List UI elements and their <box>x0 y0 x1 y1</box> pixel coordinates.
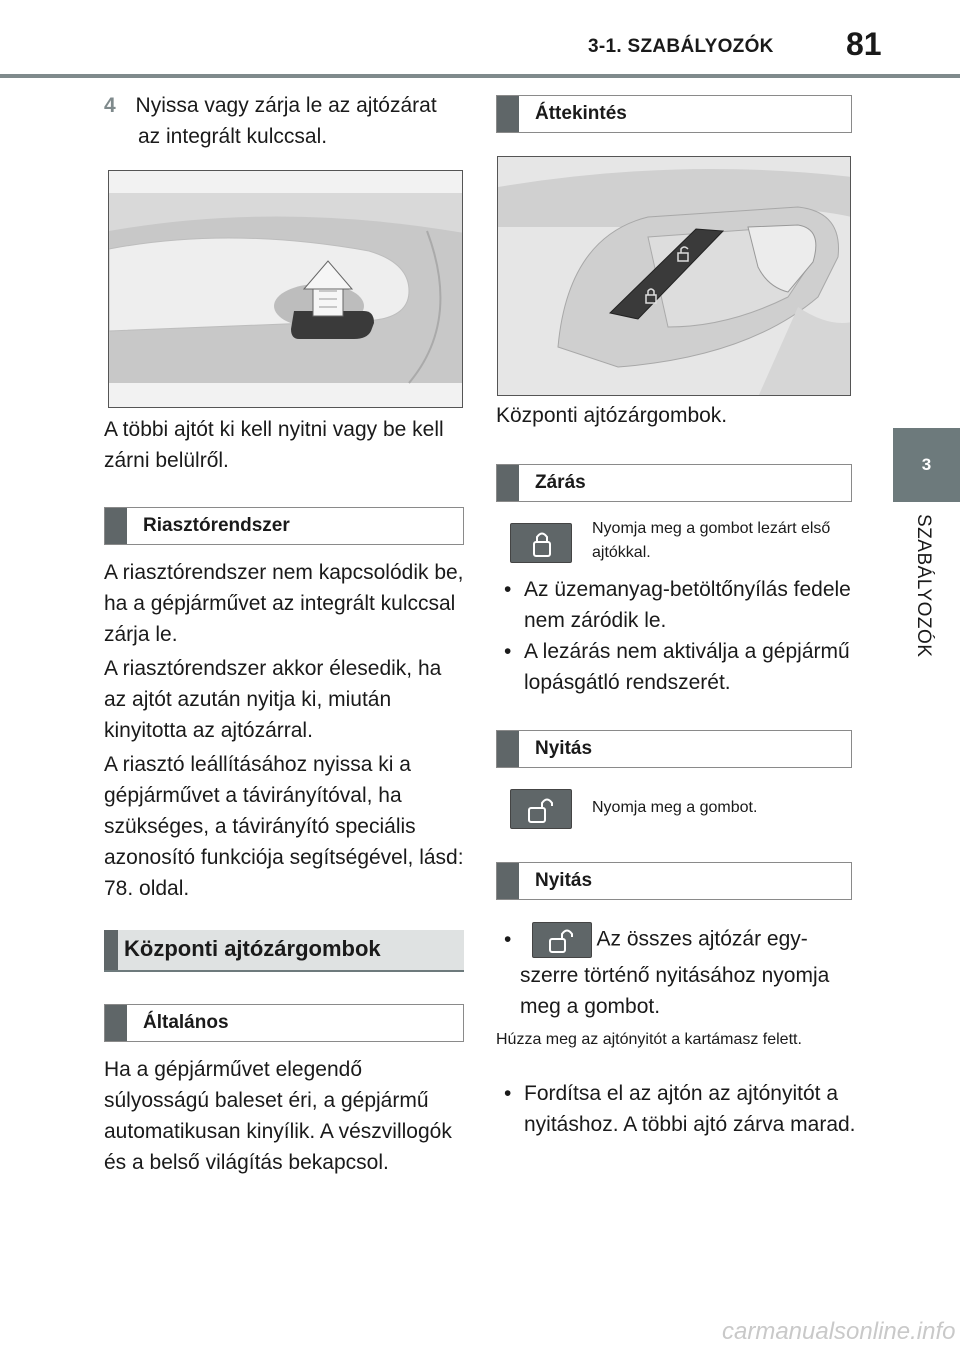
zaras-bullet-1: • Az üzemanyag-betöltőnyílás fedele nem záródik le. <box>498 574 864 636</box>
heading-zaras <box>496 464 852 502</box>
section-title: 3-1. SZABÁLYOZÓK <box>588 36 774 57</box>
chapter-label: SZABÁLYOZÓK <box>913 514 934 658</box>
paragraph-riaszto-3: A riasztó leállításához nyissa ki a gépjárművet a távirányítóval, ha szükséges, a távirányító speciális azonosító funkciója segítségével, lásd: 78. oldal. <box>104 753 464 900</box>
step-number: 4 <box>104 94 116 117</box>
heading-kozponti <box>104 930 464 972</box>
watermark: carmanualsonline.info <box>722 1318 956 1345</box>
heading-bar <box>104 930 118 970</box>
small-note: Húzza meg az ajtónyitót a kartámasz felett. <box>496 1031 802 1048</box>
lock-icon <box>511 524 573 564</box>
heading-altalanos <box>104 1004 464 1042</box>
chapter-tab: 3 <box>893 428 960 502</box>
heading-label: Központi ajtózárgombok <box>124 936 381 961</box>
heading-bar <box>497 96 519 132</box>
door-handle-figure <box>108 170 463 408</box>
step-text-1: Nyissa vagy zárja le az ajtózárat <box>135 94 437 117</box>
nyitas2-bullet-1-a: Az összes ajtózár egy- <box>596 927 808 951</box>
lock-button-icon <box>510 523 572 563</box>
heading-bar <box>497 465 519 501</box>
header-rule <box>0 74 960 78</box>
lock-buttons-figure <box>497 156 851 396</box>
zaras-bullet-2: • A lezárás nem aktiválja a gépjármű lopásgátló rendszerét. <box>498 636 864 698</box>
heading-bar <box>497 731 519 767</box>
heading-label: Zárás <box>535 472 586 493</box>
paragraph-riaszto-2: A riasztórendszer akkor élesedik, ha az ajtót azután nyitja ki, miután kinyitotta az ajtózárral. <box>104 657 442 742</box>
zaras-icon-text: Nyomja meg a gombot lezárt első ajtókkal. <box>592 520 831 561</box>
heading-bar <box>497 863 519 899</box>
paragraph-altalanos: Ha a gépjárművet elegendő súlyosságú baleset éri, a gépjármű automatikusan kinyílik. A vészvillogók és a belső világítás bekapcsol. <box>104 1058 452 1174</box>
nyitas2-bullet-1: • Az összes ajtózár egy- szerre történő nyitásához nyomja meg a gombot. <box>498 922 838 1022</box>
heading-label: Nyitás <box>535 738 593 759</box>
heading-attekintes <box>496 95 852 133</box>
step-4 <box>104 90 464 152</box>
unlock-inline-icon <box>532 922 592 958</box>
unlock-button-icon <box>510 789 572 829</box>
nyitas2-bullet-1-b: szerre történő nyitásához nyomja meg a gombot. <box>520 964 830 1018</box>
nyitas1-icon-text: Nyomja meg a gombot. <box>592 799 758 816</box>
heading-nyitas-2 <box>496 862 852 900</box>
step-text-2: az integrált kulccsal. <box>138 125 328 148</box>
heading-label: Áttekintés <box>535 103 627 124</box>
figure-caption: Központi ajtózárgombok. <box>496 404 728 427</box>
heading-label: Nyitás <box>535 870 593 891</box>
page-number: 81 <box>846 26 882 62</box>
paragraph-other-doors: A többi ajtót ki kell nyitni vagy be kell zárni belülről. <box>104 418 444 472</box>
heading-bar <box>105 508 127 544</box>
unlock-icon <box>511 790 573 830</box>
nyitas2-bullet-2: • Fordítsa el az ajtón az ajtónyitót a nyitáshoz. A többi ajtó zárva marad. <box>498 1078 864 1140</box>
heading-bar <box>105 1005 127 1041</box>
heading-nyitas-1 <box>496 730 852 768</box>
heading-label: Riasztórendszer <box>143 515 290 536</box>
heading-riasztorendszer <box>104 507 464 545</box>
unlock-icon <box>533 923 593 959</box>
heading-label: Általános <box>143 1012 229 1033</box>
paragraph-riaszto-1: A riasztórendszer nem kapcsolódik be, ha a gépjárművet az integrált kulccsal zárja le. <box>104 561 464 646</box>
